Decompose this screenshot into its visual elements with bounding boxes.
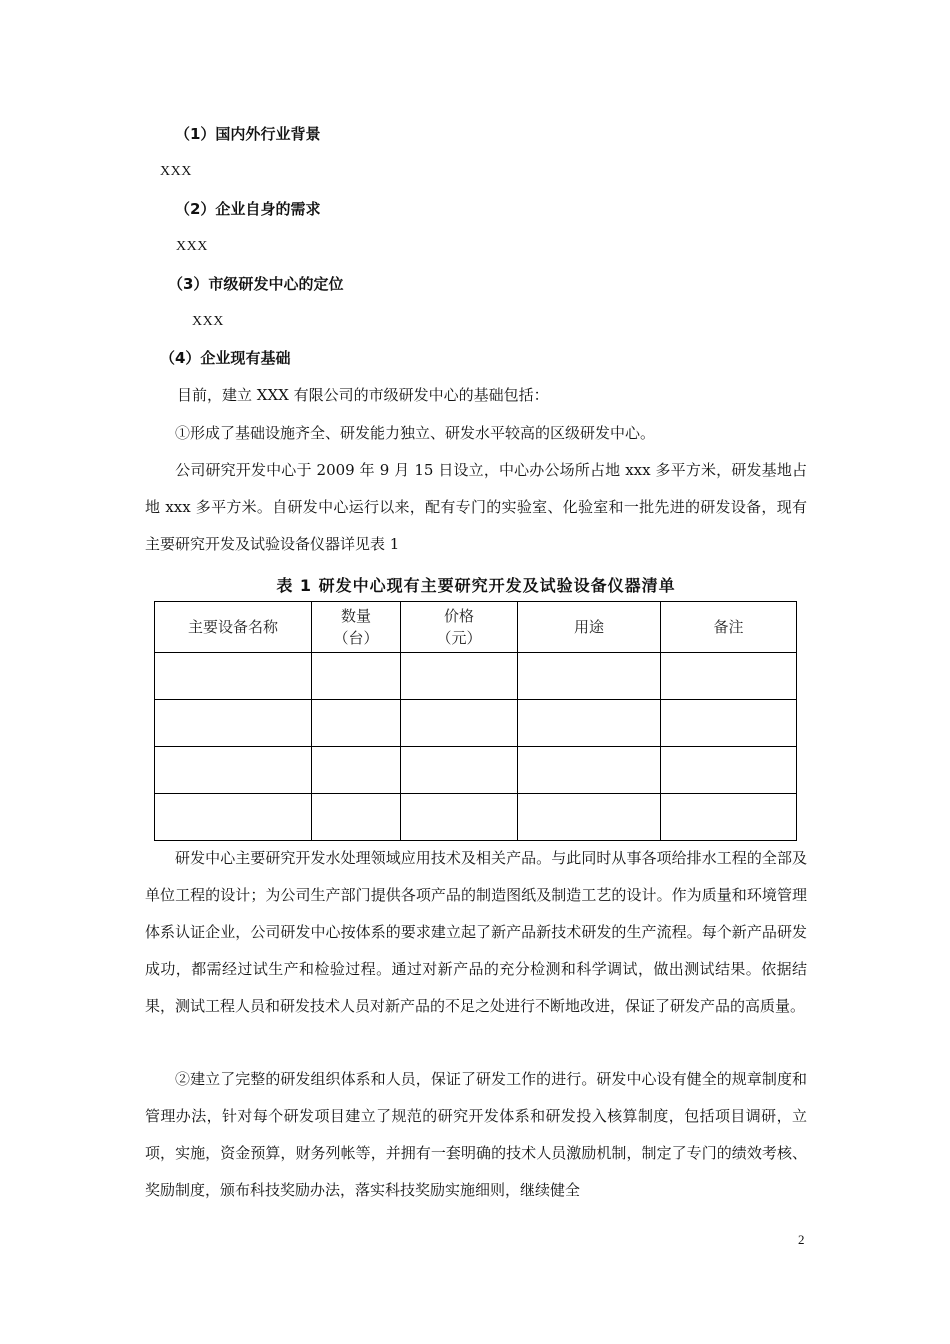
table-cell — [518, 700, 661, 747]
table-cell — [518, 653, 661, 700]
paragraph-organization-text: ②建立了完整的研发组织体系和人员，保证了研发工作的进行。研发中心设有健全的规章制度和管理办法，针对每个研发项目建立了规范的研究开发体系和研发投入核算制度，包括项目调研，立项，实施，资金预算，财务列帐等，并拥有一套明确的技术人员激励机制，制定了专门的绩效考核、奖励制度，颁布科技奖励办法，落实科技奖励实施细则，继续健全 — [145, 1070, 807, 1199]
table-cell — [312, 700, 401, 747]
table-cell — [401, 653, 518, 700]
table-header-cell: 备注 — [661, 602, 797, 653]
table-header-cell: 主要设备名称 — [155, 602, 312, 653]
table-cell — [312, 794, 401, 841]
table-cell — [401, 747, 518, 794]
table-row — [155, 747, 797, 794]
table-cell — [518, 794, 661, 841]
table-cell — [155, 700, 312, 747]
page-number: 2 — [798, 1232, 805, 1247]
table-header-cell: 价格 （元） — [401, 602, 518, 653]
table-row — [155, 794, 797, 841]
section-heading-4: （4）企业现有基础 — [160, 349, 291, 367]
table-cell — [155, 794, 312, 841]
section-heading-3: （3）市级研发中心的定位 — [168, 275, 344, 293]
paragraph-setup — [145, 452, 807, 563]
paragraph-rd-focus-text: 研发中心主要研究开发水处理领域应用技术及相关产品。与此同时从事各项给排水工程的全部及单位工程的设计；为公司生产部门提供各项产品的制造图纸及制造工艺的设计。作为质量和环境管理体系认证企业，公司研发中心按体系的要求建立起了新产品新技术研发的生产流程。每个新产品研发成功，都需经过试生产和检验过程。通过对新产品的充分检测和科学调试，做出测试结果。依据结果，测试工程人员和研发技术人员对新产品的不足之处进行不断地改进，保证了研发产品的高质量。 — [145, 849, 807, 1015]
section-body-3: XXX — [192, 314, 224, 329]
table-cell — [661, 794, 797, 841]
paragraph-rd-focus — [145, 840, 807, 1025]
table-cell — [312, 653, 401, 700]
table-cell — [518, 747, 661, 794]
table-header-cell: 数量 （台） — [312, 602, 401, 653]
table-cell — [661, 747, 797, 794]
section-body-2: XXX — [176, 239, 208, 254]
table-body — [155, 653, 797, 841]
table-row — [155, 653, 797, 700]
section-heading-1: （1）国内外行业背景 — [175, 125, 321, 143]
paragraph-setup-text: 公司研究开发中心于 2009 年 9 月 15 日设立，中心办公场所占地 xxx 多平方米，研发基地占地 xxx 多平方米。自研发中心运行以来，配有专门的实验室、化验室和一批先进的研发设备，现有主要研究开发及试验设备仪器详见表 1 — [145, 461, 807, 553]
table-row — [155, 700, 797, 747]
table-cell — [661, 700, 797, 747]
table-cell — [155, 747, 312, 794]
equipment-table — [154, 601, 797, 841]
table-cell — [312, 747, 401, 794]
table-header-cell: 用途 — [518, 602, 661, 653]
table-cell — [155, 653, 312, 700]
intro-text: 目前，建立 XXX 有限公司的市级研发中心的基础包括： — [177, 386, 549, 404]
table-header-row — [155, 602, 797, 653]
table-cell — [401, 700, 518, 747]
paragraph-organization — [145, 1061, 807, 1209]
table-cell — [401, 794, 518, 841]
section-body-1: XXX — [160, 164, 192, 179]
section-heading-2: （2）企业自身的需求 — [175, 200, 321, 218]
table-title: 表 1 研发中心现有主要研究开发及试验设备仪器清单 — [276, 576, 676, 595]
table-cell — [661, 653, 797, 700]
point-1-text: ①形成了基础设施齐全、研发能力独立、研发水平较高的区级研发中心。 — [175, 424, 656, 442]
